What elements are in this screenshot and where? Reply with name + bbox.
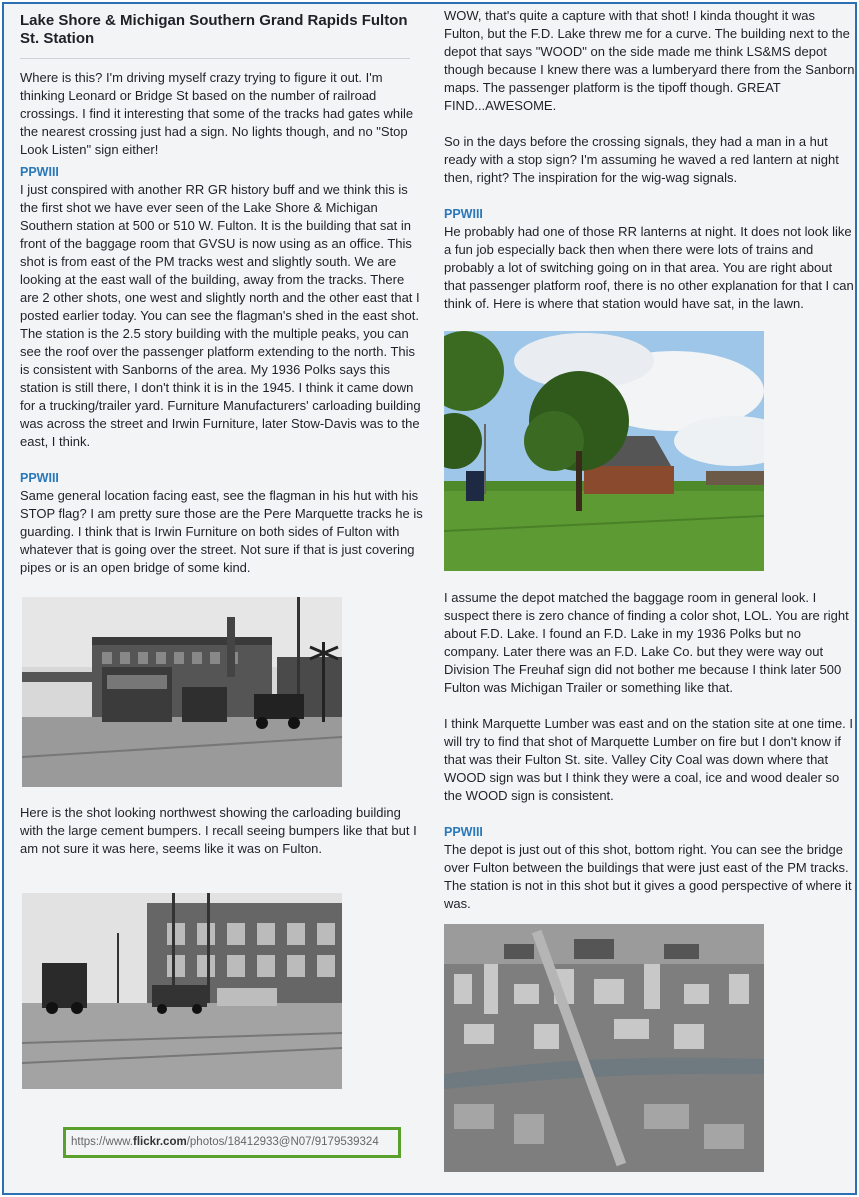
comment-text: Where is this? I'm driving myself crazy trying to figure it out. I'm thinking Leonard or Bridge St based on the number of railroad crossings. I find it interesting that some of the tracks had gates while the nearest crossing just had a sign. No lights though, and no "Stop Look Listen" sign either! <box>20 70 414 157</box>
comment-text: WOW, that's quite a capture with that shot! I kinda thought it was Fulton, but the F.D. Lake threw me for a curve. The building next to the depot that says "WOOD" on the side made me think LS&MS depot though because I knew there was a lumberyard there from the Sanborn maps. The passenger platform is the tipoff though. GREAT FIND...AWESOME. <box>444 8 855 113</box>
comment-text: I assume the depot matched the baggage room in general look. I suspect there is zero chance of finding a color shot, LOL. You are right about F.D. Lake. I found an F.D. Lake in my 1936 Polks but no company. Later there was an F.D. Lake Co. but they were way out Division The Freuhaf sign did not bother me because I think later 500 Fulton was Michigan Trailer or something like that. <box>444 590 849 695</box>
post-frame <box>2 2 857 1195</box>
comment-text: He probably had one of those RR lanterns at night. It does not look like a fun job especially back then when there were lots of trains and probably a lot of switching going on in that area. You are right about that passenger platform roof, there is no other explanation for that I can think of. Here is where that station would have sat, in the lawn. <box>444 224 854 311</box>
comment-text: The depot is just out of this shot, bottom right. You can see the bridge over Fulton between the buildings that were just east of the PM tracks. The station is not in this shot but it gives a good perspective of where it was. <box>444 842 852 911</box>
comment-author[interactable]: PPWIII <box>444 207 483 221</box>
comment-author[interactable]: PPWIII <box>20 165 59 179</box>
flickr-link[interactable] <box>63 1127 401 1158</box>
streetcar-photo[interactable] <box>22 597 342 787</box>
comment-author[interactable]: PPWIII <box>20 471 59 485</box>
comment-text: I think Marquette Lumber was east and on the station site at one time. I will try to find that shot of Marquette Lumber on fire but I don't know if that was their Fulton St. site. Valley City Coal was down where that WOOD sign was but I think they were a coal, ice and wood dealer so the WOOD sign is consistent. <box>444 716 854 803</box>
comment-text: Same general location facing east, see the flagman in his hut with his STOP flag? I am pretty sure those are the Pere Marquette tracks he is guarding. I think that is Irwin Furniture on both sides of Fulton with whatever that is going over the street. Not sure if that is just covering pipes or is an open bridge of some kind. <box>20 488 423 575</box>
post-title: Lake Shore & Michigan Southern Grand Rapids Fulton St. Station <box>20 4 410 59</box>
comment-text: Here is the shot looking northwest showing the carloading building with the large cement bumpers. I recall seeing bumpers like that but I am not sure it was here, seems like it was on Fulton. <box>20 805 417 856</box>
lawn-color-photo[interactable] <box>444 331 764 571</box>
right-column <box>444 4 856 1172</box>
comment-text: I just conspired with another RR GR history buff and we think this is the first shot we have ever seen of the Lake Shore & Michigan Southern station at 500 or 510 W. Fulton. It is the building that sat in front of the baggage room that GVSU is now using as an office. This shot is from east of the PM tracks west and slightly south. We are looking at the east wall of the building, away from the tracks. There are 2 other shots, one west and slightly north and the other east that I posted earlier today. You can see the flagman's shed in the east shot. The station is the 2.5 story building with the multiple peaks, you can see the roof over the passenger platform extending to the north. This is consistent with Sanborns of the area. My 1936 Polks says this station is still there, I don't think it is in the 1945. I think it came down for a trucking/trailer yard. Furniture Manufacturers' carloading building was across the street and Irwin Furniture, later Stow-Davis was to the east, I think. <box>20 182 421 449</box>
left-column <box>20 4 424 1089</box>
aerial-photo[interactable] <box>444 924 764 1172</box>
link-suffix: /photos/18412933@N07/9179539324 <box>186 1136 379 1148</box>
comment-author[interactable]: PPWIII <box>444 825 483 839</box>
comment-text: So in the days before the crossing signals, they had a man in a hut ready with a stop sign? I'm assuming he waved a red lantern at night then, right? The inspiration for the wig-wag signals. <box>444 134 839 185</box>
link-prefix: https://www. <box>71 1136 133 1148</box>
carloading-building-photo[interactable] <box>22 893 342 1089</box>
link-domain: flickr.com <box>133 1136 187 1148</box>
